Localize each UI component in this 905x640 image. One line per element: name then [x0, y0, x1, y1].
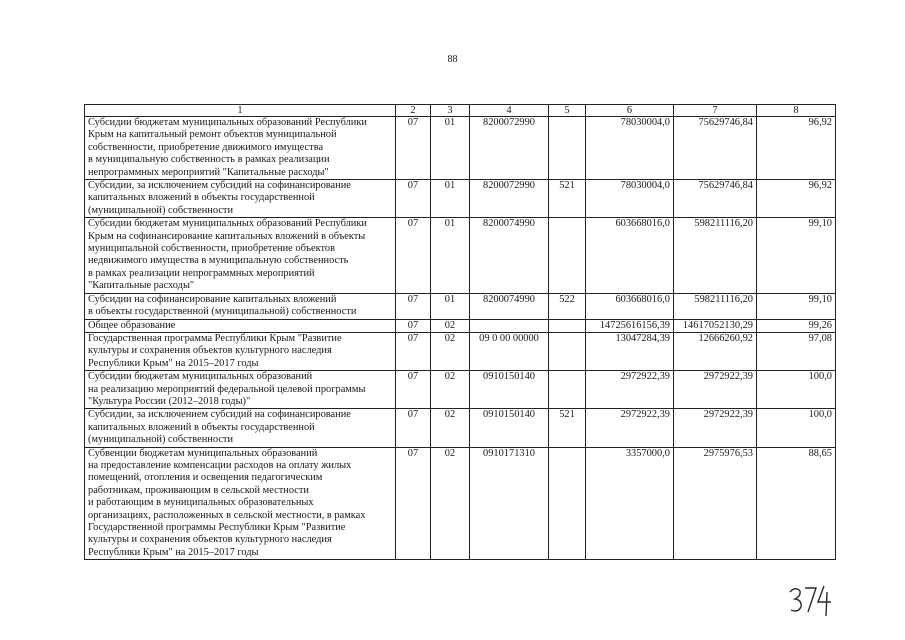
actual-amount-cell: 75629746,84 — [674, 180, 757, 218]
target-article-cell: 8200074990 — [470, 218, 549, 293]
target-article-cell: 09 0 00 00000 — [470, 332, 549, 370]
expense-type-cell: 521 — [549, 180, 586, 218]
subsection-code-cell: 02 — [431, 319, 470, 332]
row-name-cell: Субвенции бюджетам муниципальных образований на предоставление компенсации расходов на оплату жилых помещений, отопления и освещения педагогическим работникам, проживающим в сельской местности и работающим в муниципальных образовательных организациях, расположенных в сельской местности, в рамках Государственной программы Республики Крым "Развитие культуры и сохранения объектов культурного наследия Республики Крым" на 2015–2017 годы — [85, 447, 396, 560]
percent-cell: 99,10 — [757, 218, 836, 293]
section-code-cell: 07 — [396, 409, 431, 447]
row-name-cell: Общее образование — [85, 319, 396, 332]
target-article-cell: 0910150140 — [470, 409, 549, 447]
target-article-cell: 8200072990 — [470, 180, 549, 218]
plan-amount-cell: 2972922,39 — [586, 409, 674, 447]
page-number: 88 — [447, 54, 458, 65]
actual-amount-cell: 75629746,84 — [674, 117, 757, 180]
expense-type-cell — [549, 332, 586, 370]
expense-type-cell — [549, 117, 586, 180]
actual-amount-cell: 2975976,53 — [674, 447, 757, 560]
row-name-cell: Субсидии, за исключением субсидий на софинансирование капитальных вложений в объекты государственной (муниципальной) собственности — [85, 180, 396, 218]
percent-cell: 100,0 — [757, 409, 836, 447]
column-header-7: 7 — [674, 105, 757, 117]
plan-amount-cell: 603668016,0 — [586, 218, 674, 293]
column-header-5: 5 — [549, 105, 586, 117]
column-header-2: 2 — [396, 105, 431, 117]
table-row — [85, 447, 836, 560]
subsection-code-cell: 01 — [431, 180, 470, 218]
plan-amount-cell: 14725616156,39 — [586, 319, 674, 332]
row-name-cell: Государственная программа Республики Крым "Развитие культуры и сохранения объектов культурного наследия Республики Крым" на 2015–2017 годы — [85, 332, 396, 370]
subsection-code-cell: 02 — [431, 332, 470, 370]
row-name-cell: Субсидии на софинансирование капитальных вложений в объекты государственной (муниципальной) собственности — [85, 293, 396, 319]
section-code-cell: 07 — [396, 293, 431, 319]
table-row — [85, 332, 836, 370]
column-header-4: 4 — [470, 105, 549, 117]
section-code-cell: 07 — [396, 447, 431, 560]
table-row — [85, 180, 836, 218]
expense-type-cell — [549, 218, 586, 293]
subsection-code-cell: 01 — [431, 293, 470, 319]
plan-amount-cell: 78030004,0 — [586, 180, 674, 218]
row-name-cell: Субсидии бюджетам муниципальных образований Республики Крым на капитальный ремонт объектов муниципальной собственности, приобретение движимого имущества в муниципальную собственность в рамках реализации непрограммных мероприятий "Капитальные расходы" — [85, 117, 396, 180]
column-header-8: 8 — [757, 105, 836, 117]
section-code-cell: 07 — [396, 332, 431, 370]
actual-amount-cell: 14617052130,29 — [674, 319, 757, 332]
subsection-code-cell: 02 — [431, 409, 470, 447]
column-header-6: 6 — [586, 105, 674, 117]
actual-amount-cell: 598211116,20 — [674, 218, 757, 293]
section-code-cell: 07 — [396, 180, 431, 218]
table-body — [85, 117, 836, 560]
table-row — [85, 409, 836, 447]
subsection-code-cell: 02 — [431, 371, 470, 409]
target-article-cell: 8200074990 — [470, 293, 549, 319]
plan-amount-cell: 603668016,0 — [586, 293, 674, 319]
actual-amount-cell: 2972922,39 — [674, 371, 757, 409]
target-article-cell: 0910171310 — [470, 447, 549, 560]
row-name-cell: Субсидии, за исключением субсидий на софинансирование капитальных вложений в объекты государственной (муниципальной) собственности — [85, 409, 396, 447]
plan-amount-cell: 2972922,39 — [586, 371, 674, 409]
percent-cell: 99,10 — [757, 293, 836, 319]
section-code-cell: 07 — [396, 218, 431, 293]
table-row — [85, 117, 836, 180]
percent-cell: 88,65 — [757, 447, 836, 560]
table-row — [85, 371, 836, 409]
target-article-cell: 0910150140 — [470, 371, 549, 409]
actual-amount-cell: 12666260,92 — [674, 332, 757, 370]
expense-type-cell: 521 — [549, 409, 586, 447]
expense-type-cell — [549, 319, 586, 332]
expense-type-cell — [549, 371, 586, 409]
table-header — [85, 105, 836, 117]
table-row — [85, 218, 836, 293]
target-article-cell: 8200072990 — [470, 117, 549, 180]
section-code-cell: 07 — [396, 319, 431, 332]
row-name-cell: Субсидии бюджетам муниципальных образований Республики Крым на софинансирование капитальных вложений в объекты муниципальной собственности, приобретение объектов недвижимого имущества в муниципальную собственность в рамках реализации непрограммных мероприятий "Капитальные расходы" — [85, 218, 396, 293]
budget-table — [84, 104, 836, 560]
subsection-code-cell: 01 — [431, 218, 470, 293]
percent-cell: 96,92 — [757, 180, 836, 218]
header-row — [85, 105, 836, 117]
section-code-cell: 07 — [396, 371, 431, 409]
plan-amount-cell: 78030004,0 — [586, 117, 674, 180]
plan-amount-cell: 13047284,39 — [586, 332, 674, 370]
percent-cell: 96,92 — [757, 117, 836, 180]
actual-amount-cell: 2972922,39 — [674, 409, 757, 447]
handwritten-number-signature — [786, 580, 836, 620]
section-code-cell: 07 — [396, 117, 431, 180]
column-header-3: 3 — [431, 105, 470, 117]
target-article-cell — [470, 319, 549, 332]
column-header-1: 1 — [85, 105, 396, 117]
percent-cell: 99,26 — [757, 319, 836, 332]
expense-type-cell: 522 — [549, 293, 586, 319]
table-row — [85, 293, 836, 319]
percent-cell: 97,08 — [757, 332, 836, 370]
percent-cell: 100,0 — [757, 371, 836, 409]
table-row — [85, 319, 836, 332]
actual-amount-cell: 598211116,20 — [674, 293, 757, 319]
row-name-cell: Субсидии бюджетам муниципальных образований на реализацию мероприятий федеральной целевой программы "Культура России (2012–2018 годы)" — [85, 371, 396, 409]
subsection-code-cell: 02 — [431, 447, 470, 560]
subsection-code-cell: 01 — [431, 117, 470, 180]
expense-type-cell — [549, 447, 586, 560]
plan-amount-cell: 3357000,0 — [586, 447, 674, 560]
